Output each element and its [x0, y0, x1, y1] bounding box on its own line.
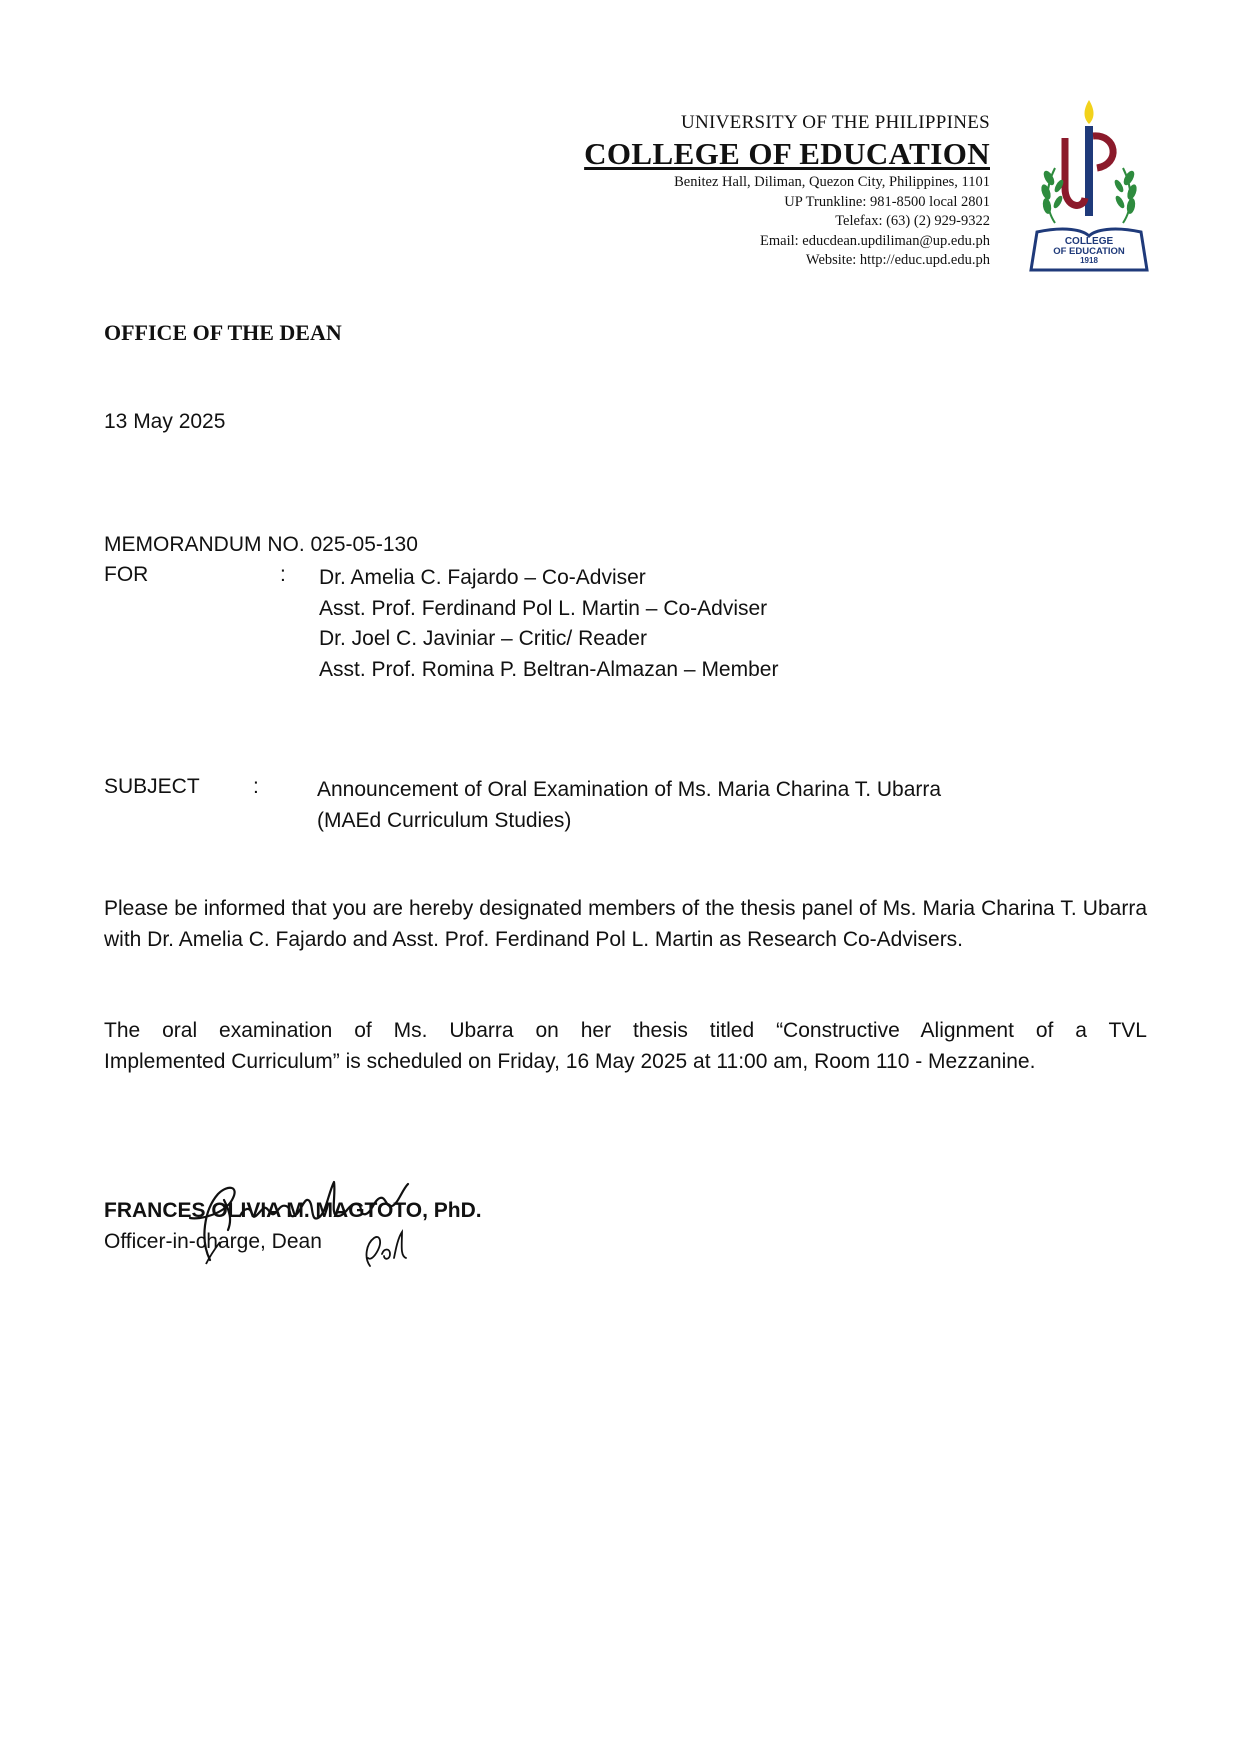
recipient-list	[319, 563, 778, 685]
laurel-right-icon	[1113, 168, 1139, 223]
trunkline: UP Trunkline: 981-8500 local 2801	[784, 193, 990, 210]
email: Email: educdean.updiliman@up.edu.ph	[760, 232, 990, 249]
body-paragraph-2	[104, 1016, 1147, 1077]
for-colon: :	[280, 563, 286, 586]
body-paragraph-1: Please be informed that you are hereby designated members of the thesis panel of Ms. Maria Charina T. Ubarra with Dr. Amelia C. Fajardo and Asst. Prof. Ferdinand Pol L. Martin as Research Co-Advisers.	[104, 897, 1147, 951]
university-name: UNIVERSITY OF THE PHILIPPINES	[680, 112, 990, 133]
subject-line-2: (MAEd Curriculum Studies)	[317, 808, 572, 832]
address: Benitez Hall, Diliman, Quezon City, Philippines, 1101	[674, 174, 990, 190]
website: Website: http://educ.upd.edu.ph	[805, 252, 990, 268]
paragraph-2-line-1: The oral examination of Ms. Ubarra on her thesis titled “Constructive Alignment of a TVL	[104, 1019, 1147, 1042]
subject-colon: :	[253, 775, 259, 798]
college-logo-icon	[1025, 98, 1153, 273]
recipient-item: Asst. Prof. Romina P. Beltran-Almazan – Member	[319, 657, 779, 681]
laurel-left-icon	[1040, 168, 1066, 223]
initials-icon	[360, 1228, 410, 1270]
letterhead	[470, 111, 990, 271]
p-letter-icon	[1093, 136, 1113, 168]
college-name: COLLEGE OF EDUCATION	[584, 136, 990, 171]
logo-text-line1: COLLEGE	[1064, 236, 1114, 247]
office-heading: OFFICE OF THE DEAN	[104, 320, 342, 345]
logo-year: 1918	[1080, 256, 1098, 265]
subject-text	[317, 775, 941, 836]
memo-date: 13 May 2025	[104, 410, 226, 433]
subject-label: SUBJECT	[104, 775, 200, 798]
subject-line-1: Announcement of Oral Examination of Ms. Maria Charina T. Ubarra	[317, 778, 942, 801]
logo-text-line2: OF EDUCATION	[1053, 246, 1125, 257]
memo-number: MEMORANDUM NO. 025-05-130	[104, 533, 418, 556]
flame-icon	[1085, 100, 1094, 124]
recipient-item: Dr. Joel C. Javiniar – Critic/ Reader	[319, 627, 647, 650]
signatory-title: Officer-in-charge, Dean	[104, 1230, 322, 1253]
signatory-name: FRANCES OLIVIA M. MAGTOTO, PhD.	[104, 1199, 482, 1222]
u-letter-icon	[1065, 138, 1085, 205]
telefax: Telefax: (63) (2) 929-9322	[835, 213, 990, 229]
paragraph-2-line-2: Implemented Curriculum” is scheduled on Friday, 16 May 2025 at 11:00 am, Room 110 - Mezzanine.	[104, 1049, 1036, 1073]
recipient-item: Asst. Prof. Ferdinand Pol L. Martin – Co-Adviser	[319, 596, 768, 620]
recipient-item: Dr. Amelia C. Fajardo – Co-Adviser	[319, 566, 646, 589]
for-label: FOR	[104, 563, 149, 586]
